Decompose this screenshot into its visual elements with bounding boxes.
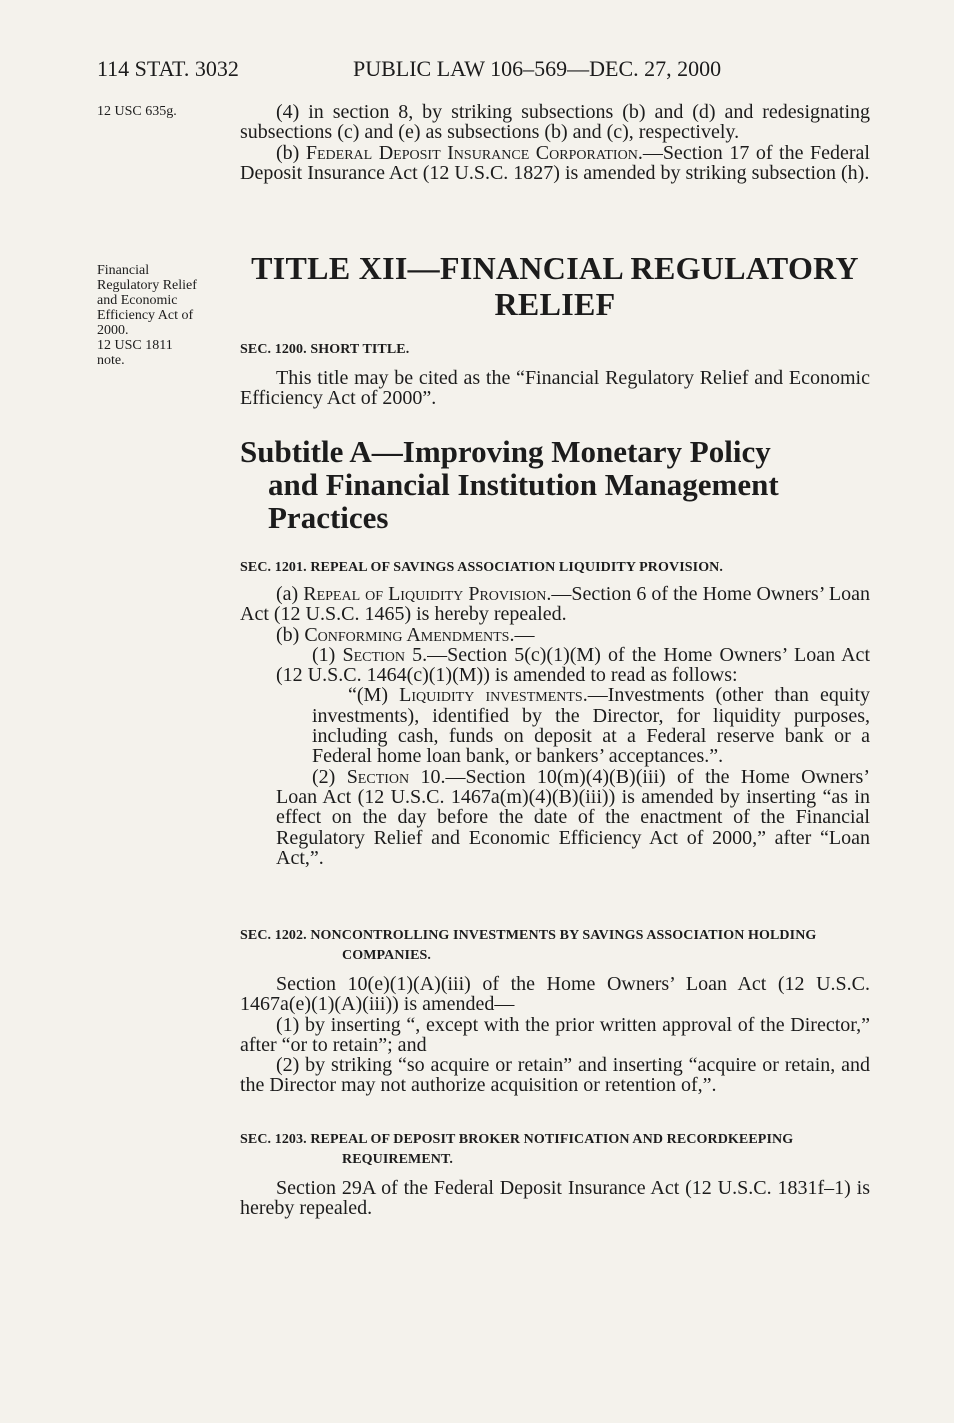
margin-note-line: Financial (97, 263, 150, 278)
paragraph-label: (b) (276, 623, 305, 646)
paragraph-a4: (4) in section 8, by striking subsections (b) and (d) and redesignating subsections (c) and (e) as subsections (b) and (c), respectively. (240, 101, 870, 144)
section-text: Section 29A of the Federal Deposit Insurance Act (12 U.S.C. 1831f–1) is hereby repealed. (240, 1177, 870, 1220)
paragraph-text: .—Section 17 of the Federal Deposit Insurance Act (12 U.S.C. 1827) is amended by striking subsection (h). (240, 141, 870, 184)
margin-note-short-title (97, 263, 237, 368)
quoted-subparagraph-m (240, 685, 870, 766)
title-line: RELIEF (494, 286, 616, 322)
prior-section-continuation (240, 102, 870, 183)
section-1201 (240, 558, 870, 868)
section-1203 (240, 1130, 870, 1219)
statute-page-number: 114 STAT. 3032 (97, 56, 239, 81)
public-law-header: PUBLIC LAW 106–569—DEC. 27, 2000 (353, 56, 722, 81)
paragraph-text: .—Section 10(m)(4)(B)(iii) of the Home Owners’ Loan Act (12 U.S.C. 1467a(m)(4)(B)(iii)) is amended by inserting “as in effect on the day before the date of the enactment of the Financial Regulatory Relief and Economic Efficiency Act of 2000,” after “Loan Act,”. (276, 765, 870, 869)
subtitle-heading (240, 435, 870, 534)
paragraph-text: .—Investments (other than equity investments), identified by the Director, for liquidity purposes, including cash, funds on deposit at a Federal reserve bank or a Federal home loan bank, or bankers’ acceptances.”. (312, 684, 871, 768)
margin-note-line: note. (97, 353, 125, 368)
paragraph-heading: Liquidity investments (399, 684, 583, 707)
paragraph-label: (b) (276, 141, 306, 164)
title-heading (240, 250, 870, 322)
section-heading: SEC. 1202. NONCONTROLLING INVESTMENTS BY SAVINGS ASSOCIATION HOLDING COMPANIES. (240, 928, 817, 963)
section-heading: SEC. 1201. REPEAL OF SAVINGS ASSOCIATION LIQUIDITY PROVISION. (240, 560, 723, 575)
subtitle-line: Subtitle A—Improving Monetary Policy (240, 434, 771, 469)
paragraph-b-fdic (240, 143, 870, 184)
margin-note-usc-635g: 12 USC 635g. (97, 104, 177, 119)
paragraph-label: (2) (312, 765, 347, 788)
paragraph-label: “(M) (348, 684, 400, 707)
paragraph-heading: Section 5 (342, 643, 423, 666)
margin-note-line: 2000. (97, 323, 129, 338)
paragraph-text: .—Section 6 of the Home Owners’ Loan Act (12 U.S.C. 1465) is hereby repealed. (240, 583, 870, 626)
paragraph-text: .— (509, 623, 535, 646)
paragraph-2: (2) by striking “so acquire or retain” and inserting “acquire or retain, and the Director may not authorize acquisition or retention of,”. (240, 1054, 870, 1097)
margin-note-line: 12 USC 1811 (97, 338, 173, 353)
section-1200 (240, 340, 870, 409)
paragraph-b1 (240, 645, 870, 686)
paragraph-label: (1) (312, 643, 343, 666)
paragraph-heading: Repeal of Liquidity Provision (303, 583, 547, 605)
subsection-b (240, 625, 870, 645)
section-heading: SEC. 1200. SHORT TITLE. (240, 342, 410, 357)
section-text: Section 10(e)(1)(A)(iii) of the Home Owners’ Loan Act (12 U.S.C. 1467a(e)(1)(A)(iii)) is amended— (240, 973, 870, 1016)
paragraph-heading: Section 10 (346, 765, 441, 788)
title-line: TITLE XII—FINANCIAL REGULATORY (251, 250, 859, 286)
margin-note-line: Efficiency Act of (97, 308, 194, 323)
paragraph-b2 (240, 767, 870, 868)
section-1202 (240, 926, 870, 1096)
paragraph-heading: Conforming Amendments (304, 623, 510, 646)
subtitle-line: and Financial Institution Management (268, 467, 779, 502)
margin-note-line: and Economic (97, 293, 178, 308)
paragraph-1: (1) by inserting “, except with the prior written approval of the Director,” after “or to retain”; and (240, 1013, 870, 1056)
paragraph-heading: Federal Deposit Insurance Corporation (305, 141, 638, 164)
section-text: This title may be cited as the “Financial Regulatory Relief and Economic Efficiency Act of 2000”. (240, 367, 870, 410)
paragraph-text: .—Section 5(c)(1)(M) of the Home Owners’ Loan Act (12 U.S.C. 1464(c)(1)(M)) is amended to read as follows: (276, 643, 870, 687)
subtitle-line: Practices (268, 500, 389, 535)
subsection-a (240, 584, 870, 625)
paragraph-label: (a) (276, 583, 304, 605)
margin-note-line: Regulatory Relief (97, 278, 197, 293)
section-heading: SEC. 1203. REPEAL OF DEPOSIT BROKER NOTIFICATION AND RECORDKEEPING REQUIREMENT. (240, 1132, 794, 1167)
